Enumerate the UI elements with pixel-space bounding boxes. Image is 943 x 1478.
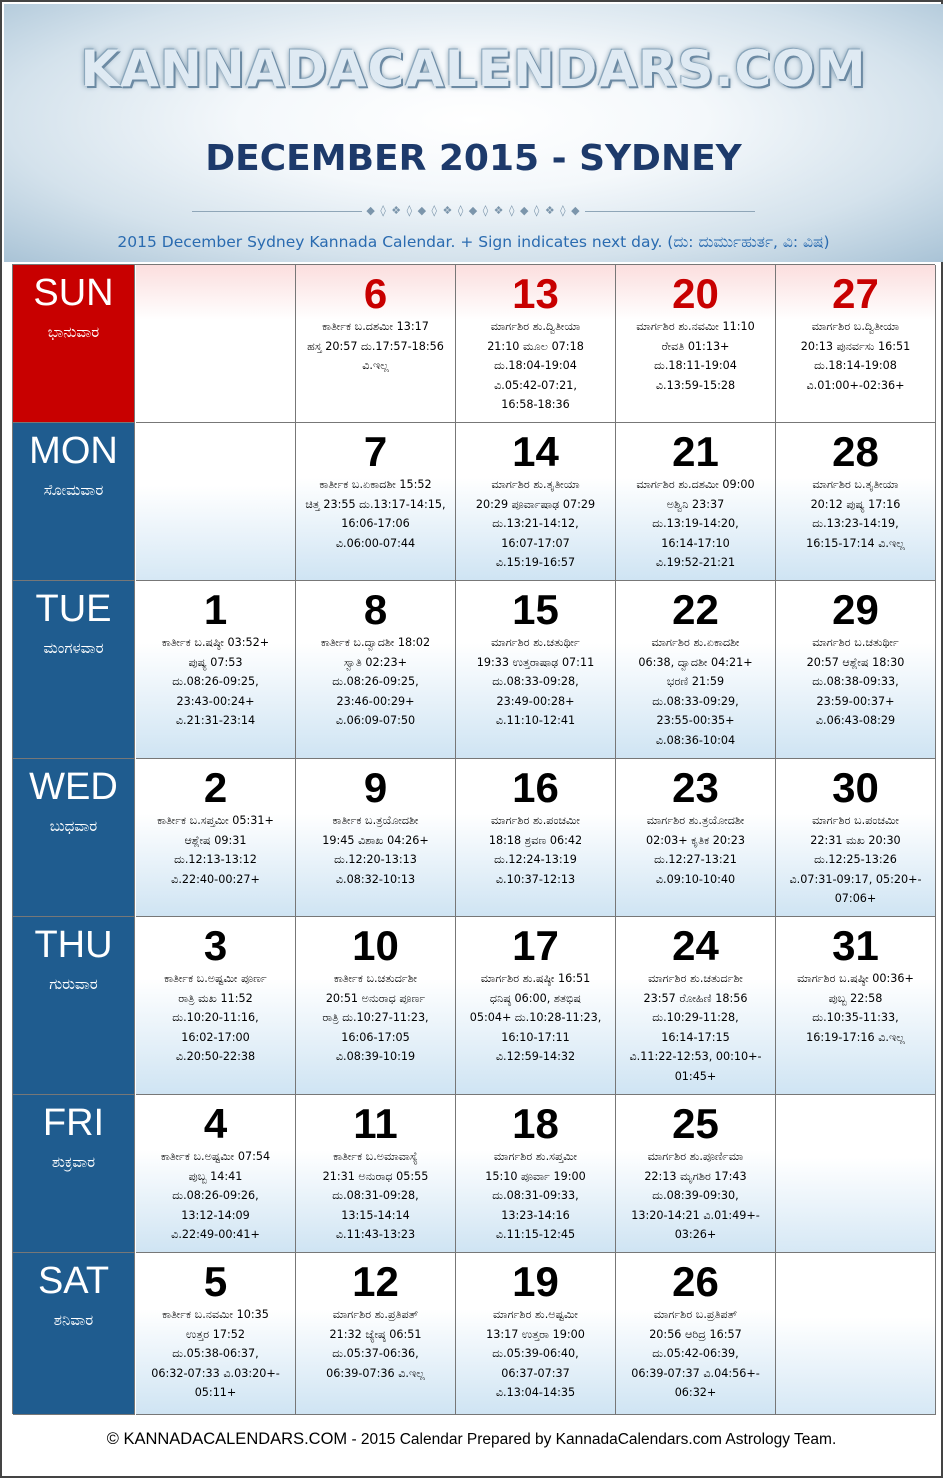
date-cell[interactable] xyxy=(456,759,616,917)
day-name-kannada: ಸೋಮವಾರ xyxy=(43,481,104,499)
week-row-tue xyxy=(13,581,936,759)
date-number: 26 xyxy=(672,1258,719,1305)
date-number: 25 xyxy=(672,1100,719,1147)
panchanga-details: ಮಾರ್ಗಶಿರ ಶು.ಪಂಚಮೀ 18:18 ಶ್ರವಣ 06:42 ದು.12:24-13:19 ವಿ.10:37-12:13 xyxy=(488,814,583,886)
date-number: 18 xyxy=(512,1100,559,1147)
panchanga-details: ಮಾರ್ಗಶಿರ ಶು.ದ್ವಿತೀಯಾ 21:10 ಮೂಲ 07:18 ದು.18:04-19:04 ವಿ.05:42-07:21, 16:58-18:36 xyxy=(487,320,584,411)
panchanga-details: ಕಾರ್ತೀಕ ಬ.ದ್ವಾದಶೀ 18:02 ಸ್ವಾತಿ 02:23+ ದು.08:26-09:25, 23:46-00:29+ ವಿ.06:09-07:50 xyxy=(320,636,431,727)
date-cell[interactable] xyxy=(296,265,456,423)
calendar-grid xyxy=(12,264,935,1414)
day-label-mon xyxy=(13,423,135,581)
date-cell[interactable] xyxy=(776,423,936,581)
panchanga-details: ಮಾರ್ಗಶಿರ ಬ.ಷಷ್ಠೀ 00:36+ ಪುಬ್ಬ 22:58 ದು.10:35-11:33, 16:19-17:16 ವಿ.ಇಲ್ಲ xyxy=(797,972,914,1044)
date-cell[interactable] xyxy=(296,423,456,581)
week-row-fri xyxy=(13,1095,936,1253)
panchanga-details: ಮಾರ್ಗಶಿರ ಶು.ದಶಮೀ 09:00 ಅಶ್ವಿನಿ 23:37 ದು.13:19-14:20, 16:14-17:10 ವಿ.19:52-21:21 xyxy=(636,478,755,569)
date-number: 1 xyxy=(203,586,228,633)
date-number: 14 xyxy=(512,428,559,475)
panchanga-details: ಕಾರ್ತೀಕ ಬ.ಅಮಾವಾಸ್ಯೆ 21:31 ಅನುರಾಧ 05:55 ದು.08:31-09:28, 13:15-14:14 ವಿ.11:43-13:23 xyxy=(322,1150,429,1241)
footer xyxy=(2,1430,941,1449)
panchanga-details: ಕಾರ್ತೀಕ ಬ.ತ್ರಯೋದಶೀ 19:45 ವಿಶಾಖ 04:26+ ದು.12:20-13:13 ವಿ.08:32-10:13 xyxy=(322,814,429,886)
date-number: 2 xyxy=(203,764,228,811)
footer-text: - 2015 Calendar Prepared by KannadaCalendars.com Astrology Team. xyxy=(347,1431,837,1448)
date-number: 5 xyxy=(203,1258,228,1305)
day-name-english: FRI xyxy=(42,1102,105,1144)
date-cell[interactable] xyxy=(776,581,936,759)
date-cell[interactable] xyxy=(136,581,296,759)
empty-date-cell xyxy=(136,423,296,581)
panchanga-details: ಮಾರ್ಗಶಿರ ಶು.ಪೂರ್ಣಿಮಾ 22:13 ಮೃಗಶಿರ 17:43 ದು.08:39-09:30, 13:20-14:21 ವಿ.01:49+- 03:26+ xyxy=(631,1150,760,1241)
date-cell[interactable] xyxy=(456,581,616,759)
ornament-divider: ◆ ◊ ❖ ◊ ◆ ◊ ❖ ◊ ◆ ◊ ❖ ◊ ◆ ◊ ❖ ◊ ◆ xyxy=(14,204,933,218)
date-number: 17 xyxy=(512,922,559,969)
date-cell[interactable] xyxy=(616,759,776,917)
panchanga-details: ಮಾರ್ಗಶಿರ ಶು.ಏಕಾದಶೀ 06:38, ದ್ವಾದಶೀ 04:21+ ಭರಣಿ 21:59 ದು.08:33-09:29, 23:55-00:35+ ವಿ.08:36-10:04 xyxy=(638,636,753,747)
date-cell[interactable] xyxy=(296,1253,456,1415)
empty-date-cell xyxy=(776,1095,936,1253)
day-label-thu xyxy=(13,917,135,1095)
panchanga-details: ಮಾರ್ಗಶಿರ ಶು.ಷಷ್ಠೀ 16:51 ಧನಿಷ್ಠ 06:00, ಶತಭಿಷ 05:04+ ದು.10:28-11:23, 16:10-17:11 ವಿ.12:59-14:32 xyxy=(469,972,602,1063)
day-label-tue xyxy=(13,581,135,759)
site-title[interactable]: KANNADACALENDARS.COM xyxy=(80,40,867,98)
date-cell[interactable] xyxy=(456,423,616,581)
panchanga-details: ಕಾರ್ತೀಕ ಬ.ಏಕಾದಶೀ 15:52 ಚಿತ್ತ 23:55 ದು.13:17-14:15, 16:06-17:06 ವಿ.06:00-07:44 xyxy=(305,478,446,550)
date-number: 24 xyxy=(672,922,719,969)
date-number: 29 xyxy=(832,586,879,633)
calendar-subtitle: 2015 December Sydney Kannada Calendar. + Sign indicates next day. (ದು: ದುರ್ಮುಹುರ್ತ, ವಿ: ವಿಷ) xyxy=(117,233,830,251)
date-number: 31 xyxy=(832,922,879,969)
date-number: 20 xyxy=(672,270,719,317)
date-cell[interactable] xyxy=(616,423,776,581)
date-number: 30 xyxy=(832,764,879,811)
date-number: 12 xyxy=(352,1258,399,1305)
date-cell[interactable] xyxy=(136,1253,296,1415)
date-cell[interactable] xyxy=(456,265,616,423)
day-name-english: SAT xyxy=(37,1260,110,1302)
day-name-kannada: ಬುಧವಾರ xyxy=(49,817,98,835)
panchanga-details: ಕಾರ್ತೀಕ ಬ.ಸಪ್ತಮೀ 05:31+ ಆಶ್ಲೇಷ 09:31 ದು.12:13-13:12 ವಿ.22:40-00:27+ xyxy=(157,814,274,886)
date-cell[interactable] xyxy=(776,917,936,1095)
date-cell[interactable] xyxy=(776,265,936,423)
day-label-sat xyxy=(13,1253,135,1415)
date-cell[interactable] xyxy=(136,1095,296,1253)
header-banner xyxy=(4,4,943,262)
date-cell[interactable] xyxy=(616,581,776,759)
date-cell[interactable] xyxy=(456,1253,616,1415)
panchanga-details: ಕಾರ್ತೀಕ ಬ.ಷಷ್ಠೀ 03:52+ ಪುಷ್ಯ 07:53 ದು.08:26-09:25, 23:43-00:24+ ವಿ.21:31-23:14 xyxy=(161,636,270,727)
day-name-english: THU xyxy=(34,924,113,966)
day-label-sun xyxy=(13,265,135,423)
day-name-english: WED xyxy=(29,766,118,808)
empty-date-cell xyxy=(776,1253,936,1415)
day-label-fri xyxy=(13,1095,135,1253)
panchanga-details: ಮಾರ್ಗಶಿರ ಶು.ತೃತೀಯಾ 20:29 ಪೂರ್ವಾಷಾಢ 07:29 ದು.13:21-14:12, 16:07-17:07 ವಿ.15:19-16:57 xyxy=(475,478,596,569)
date-cell[interactable] xyxy=(616,1253,776,1415)
day-name-kannada: ಮಂಗಳವಾರ xyxy=(43,639,104,657)
date-cell[interactable] xyxy=(456,1095,616,1253)
panchanga-details: ಕಾರ್ತೀಕ ಬ.ಅಷ್ಟಮೀ ಪೂರ್ಣ ರಾತ್ರಿ ಮಖ 11:52 ದು.10:20-11:16, 16:02-17:00 ವಿ.20:50-22:38 xyxy=(164,972,267,1063)
week-row-mon xyxy=(13,423,936,581)
date-number: 9 xyxy=(363,764,388,811)
date-number: 27 xyxy=(832,270,879,317)
date-number: 19 xyxy=(512,1258,559,1305)
week-row-sat xyxy=(13,1253,936,1415)
week-row-thu xyxy=(13,917,936,1095)
empty-date-cell xyxy=(136,265,296,423)
panchanga-details: ಮಾರ್ಗಶಿರ ಶು.ನವಮೀ 11:10 ರೇವತಿ 01:13+ ದು.18:11-19:04 ವಿ.13:59-15:28 xyxy=(636,320,755,392)
date-cell[interactable] xyxy=(776,759,936,917)
panchanga-details: ಮಾರ್ಗಶಿರ ಶು.ತ್ರಯೋದಶೀ 02:03+ ಕೃತಿಕ 20:23 ದು.12:27-13:21 ವಿ.09:10-10:40 xyxy=(646,814,745,886)
week-row-sun xyxy=(13,265,936,423)
day-name-english: MON xyxy=(29,430,118,472)
date-number: 28 xyxy=(832,428,879,475)
date-number: 15 xyxy=(512,586,559,633)
date-number: 11 xyxy=(353,1100,398,1147)
date-number: 16 xyxy=(512,764,559,811)
footer-site-link[interactable]: © KANNADACALENDARS.COM xyxy=(106,1430,348,1448)
date-number: 4 xyxy=(203,1100,228,1147)
date-number: 7 xyxy=(363,428,388,475)
date-number: 23 xyxy=(672,764,719,811)
date-number: 8 xyxy=(363,586,388,633)
date-number: 21 xyxy=(672,428,719,475)
date-cell[interactable] xyxy=(136,917,296,1095)
day-name-kannada: ಗುರುವಾರ xyxy=(49,975,98,993)
day-name-english: TUE xyxy=(35,588,112,630)
panchanga-details: ಕಾರ್ತೀಕ ಬ.ದಶಮೀ 13:17 ಹಸ್ತ 20:57 ದು.17:57-18:56 ವಿ.ಇಲ್ಲ xyxy=(307,320,444,372)
date-cell[interactable] xyxy=(616,265,776,423)
month-title: DECEMBER 2015 - SYDNEY xyxy=(205,138,742,179)
date-number: 13 xyxy=(512,270,559,317)
day-name-kannada: ಶುಕ್ರವಾರ xyxy=(51,1153,96,1171)
date-cell[interactable] xyxy=(456,917,616,1095)
panchanga-details: ಕಾರ್ತೀಕ ಬ.ಚತುರ್ದಶೀ 20:51 ಅನುರಾಧ ಪೂರ್ಣ ರಾತ್ರಿ ದು.10:27-11:23, 16:06-17:05 ವಿ.08:39-10:19 xyxy=(322,972,429,1063)
panchanga-details: ಮಾರ್ಗಶಿರ ಬ.ಪಂಚಮೀ 22:31 ಮಖ 20:30 ದು.12:25-13:26 ವಿ.07:31-09:17, 05:20+- 07:06+ xyxy=(789,814,922,905)
date-number: 22 xyxy=(672,586,719,633)
panchanga-details: ಮಾರ್ಗಶಿರ ಶು.ಚತುರ್ಥೀ 19:33 ಉತ್ತರಾಷಾಢ 07:11 ದು.08:33-09:28, 23:49-00:28+ ವಿ.11:10-12:41 xyxy=(476,636,595,727)
panchanga-details: ಮಾರ್ಗಶಿರ ಬ.ಪ್ರತಿಪತ್ 20:56 ಆರಿದ್ರ 16:57 ದು.05:42-06:39, 06:39-07:37 ವಿ.04:56+- 06:32+ xyxy=(631,1308,760,1399)
day-name-kannada: ಶನಿವಾರ xyxy=(53,1311,94,1329)
day-name-kannada: ಭಾನುವಾರ xyxy=(47,323,100,341)
date-number: 3 xyxy=(203,922,228,969)
day-label-wed xyxy=(13,759,135,917)
panchanga-details: ಕಾರ್ತೀಕ ಬ.ನವಮೀ 10:35 ಉತ್ತರ 17:52 ದು.05:38-06:37, 06:32-07:33 ವಿ.03:20+- 05:11+ xyxy=(151,1308,280,1399)
date-number: 10 xyxy=(352,922,399,969)
day-name-english: SUN xyxy=(33,272,114,314)
date-cell[interactable] xyxy=(616,917,776,1095)
panchanga-details: ಮಾರ್ಗಶಿರ ಬ.ತೃತೀಯಾ 20:12 ಪುಷ್ಯ 17:16 ದು.13:23-14:19, 16:15-17:14 ವಿ.ಇಲ್ಲ xyxy=(806,478,905,550)
date-cell[interactable] xyxy=(136,759,296,917)
date-number: 6 xyxy=(363,270,388,317)
date-cell[interactable] xyxy=(616,1095,776,1253)
date-cell[interactable] xyxy=(296,581,456,759)
date-cell[interactable] xyxy=(296,759,456,917)
panchanga-details: ಮಾರ್ಗಶಿರ ಶು.ಚತುರ್ದಶೀ 23:57 ರೋಹಿಣಿ 18:56 ದು.10:29-11:28, 16:14-17:15 ವಿ.11:22-12:53, 00:10+- 01:45+ xyxy=(629,972,762,1083)
panchanga-details: ಮಾರ್ಗಶಿರ ಶು.ಸಪ್ತಮೀ 15:10 ಪೂರ್ವಾ 19:00 ದು.08:31-09:33, 13:23-14:16 ವಿ.11:15-12:45 xyxy=(485,1150,586,1241)
date-cell[interactable] xyxy=(296,1095,456,1253)
date-cell[interactable] xyxy=(296,917,456,1095)
week-row-wed xyxy=(13,759,936,917)
panchanga-details: ಕಾರ್ತೀಕ ಬ.ಅಷ್ಟಮೀ 07:54 ಪುಬ್ಬ 14:41 ದು.08:26-09:26, 13:12-14:09 ವಿ.22:49-00:41+ xyxy=(160,1150,271,1241)
panchanga-details: ಮಾರ್ಗಶಿರ ಬ.ಚತುರ್ಥೀ 20:57 ಆಶ್ಲೇಷ 18:30 ದು.08:38-09:33, 23:59-00:37+ ವಿ.06:43-08:29 xyxy=(806,636,905,727)
panchanga-details: ಮಾರ್ಗಶಿರ ಶು.ಅಷ್ಟಮೀ 13:17 ಉತ್ತರಾ 19:00 ದು.05:39-06:40, 06:37-07:37 ವಿ.13:04-14:35 xyxy=(486,1308,585,1399)
panchanga-details: ಮಾರ್ಗಶಿರ ಬ.ದ್ವಿತೀಯಾ 20:13 ಪುನರ್ವಸು 16:51 ದು.18:14-19:08 ವಿ.01:00+-02:36+ xyxy=(800,320,911,392)
panchanga-details: ಮಾರ್ಗಶಿರ ಶು.ಪ್ರತಿಪತ್ 21:32 ಜ್ಯೇಷ್ಠ 06:51 ದು.05:37-06:36, 06:39-07:36 ವಿ.ಇಲ್ಲ xyxy=(326,1308,425,1380)
